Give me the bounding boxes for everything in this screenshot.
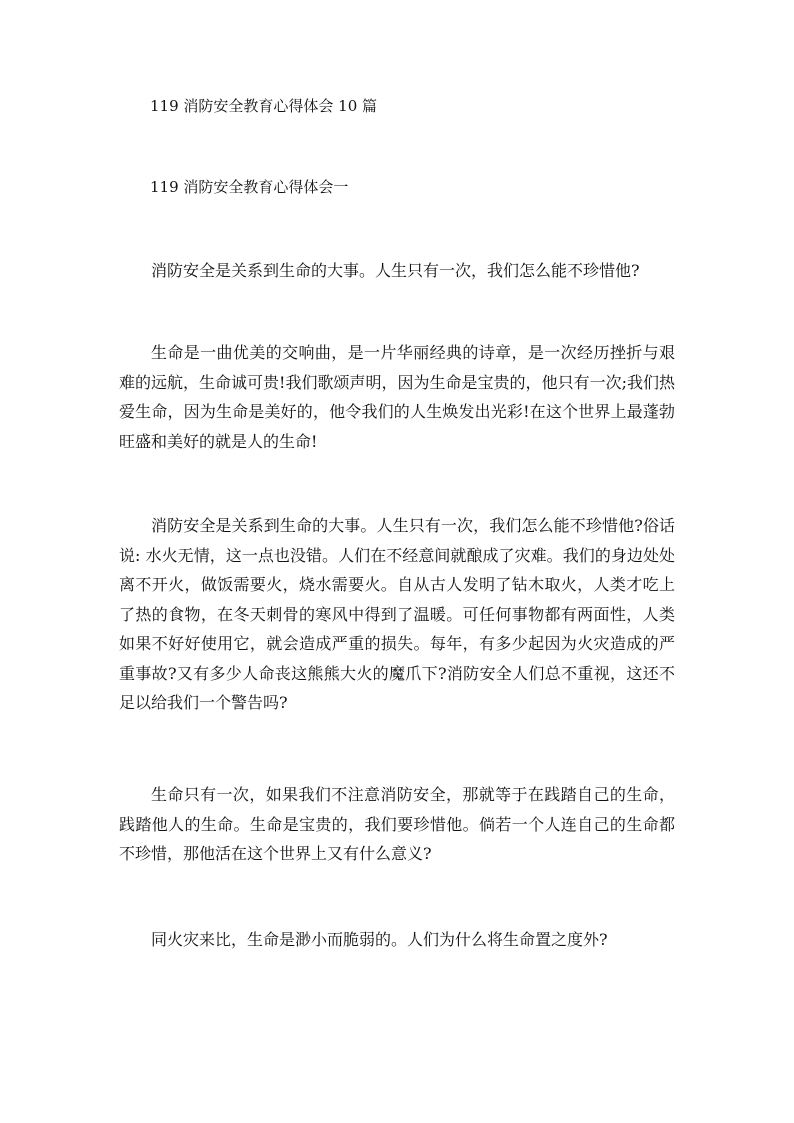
document-title: 119 消防安全教育心得体会 10 篇	[150, 97, 378, 115]
paragraph: 消防安全是关系到生命的大事。人生只有一次，我们怎么能不珍惜他?俗话说: 水火无情，这一点也没错。人们在不经意间就酿成了灾难。我们的身边处处离不开火，做饭需要火，烧水需要火。自从古人发明了钻木取火，人类才吃上了热的食物，在冬天刺骨的寒风中得到了温暖。可任何事物都有两面性，人类如果不好好使用它，就会造成严重的损失。每年，有多少起因为火灾造成的严重事故?又有多少人命丧这熊熊大火的魔爪下?消防安全人们总不重视，这还不足以给我们一个警告吗?	[119, 516, 675, 712]
section-heading: 119 消防安全教育心得体会一	[150, 178, 349, 196]
paragraph: 同火灾来比，生命是渺小而脆弱的。人们为什么将生命置之度外?	[151, 930, 608, 949]
paragraph: 生命是一曲优美的交响曲，是一片华丽经典的诗章，是一次经历挫折与艰难的远航，生命诚可贵!我们歌颂声明，因为生命是宝贵的，他只有一次;我们热爱生命，因为生命是美好的，他令我们的人生焕发出光彩!在这个世界上最蓬勃旺盛和美好的就是人的生命!	[119, 343, 675, 451]
paragraph: 生命只有一次，如果我们不注意消防安全，那就等于在践踏自己的生命，践踏他人的生命。生命是宝贵的，我们要珍惜他。倘若一个人连自己的生命都不珍惜，那他活在这个世界上又有什么意义?	[119, 785, 675, 863]
paragraph: 消防安全是关系到生命的大事。人生只有一次，我们怎么能不珍惜他?	[151, 261, 640, 280]
